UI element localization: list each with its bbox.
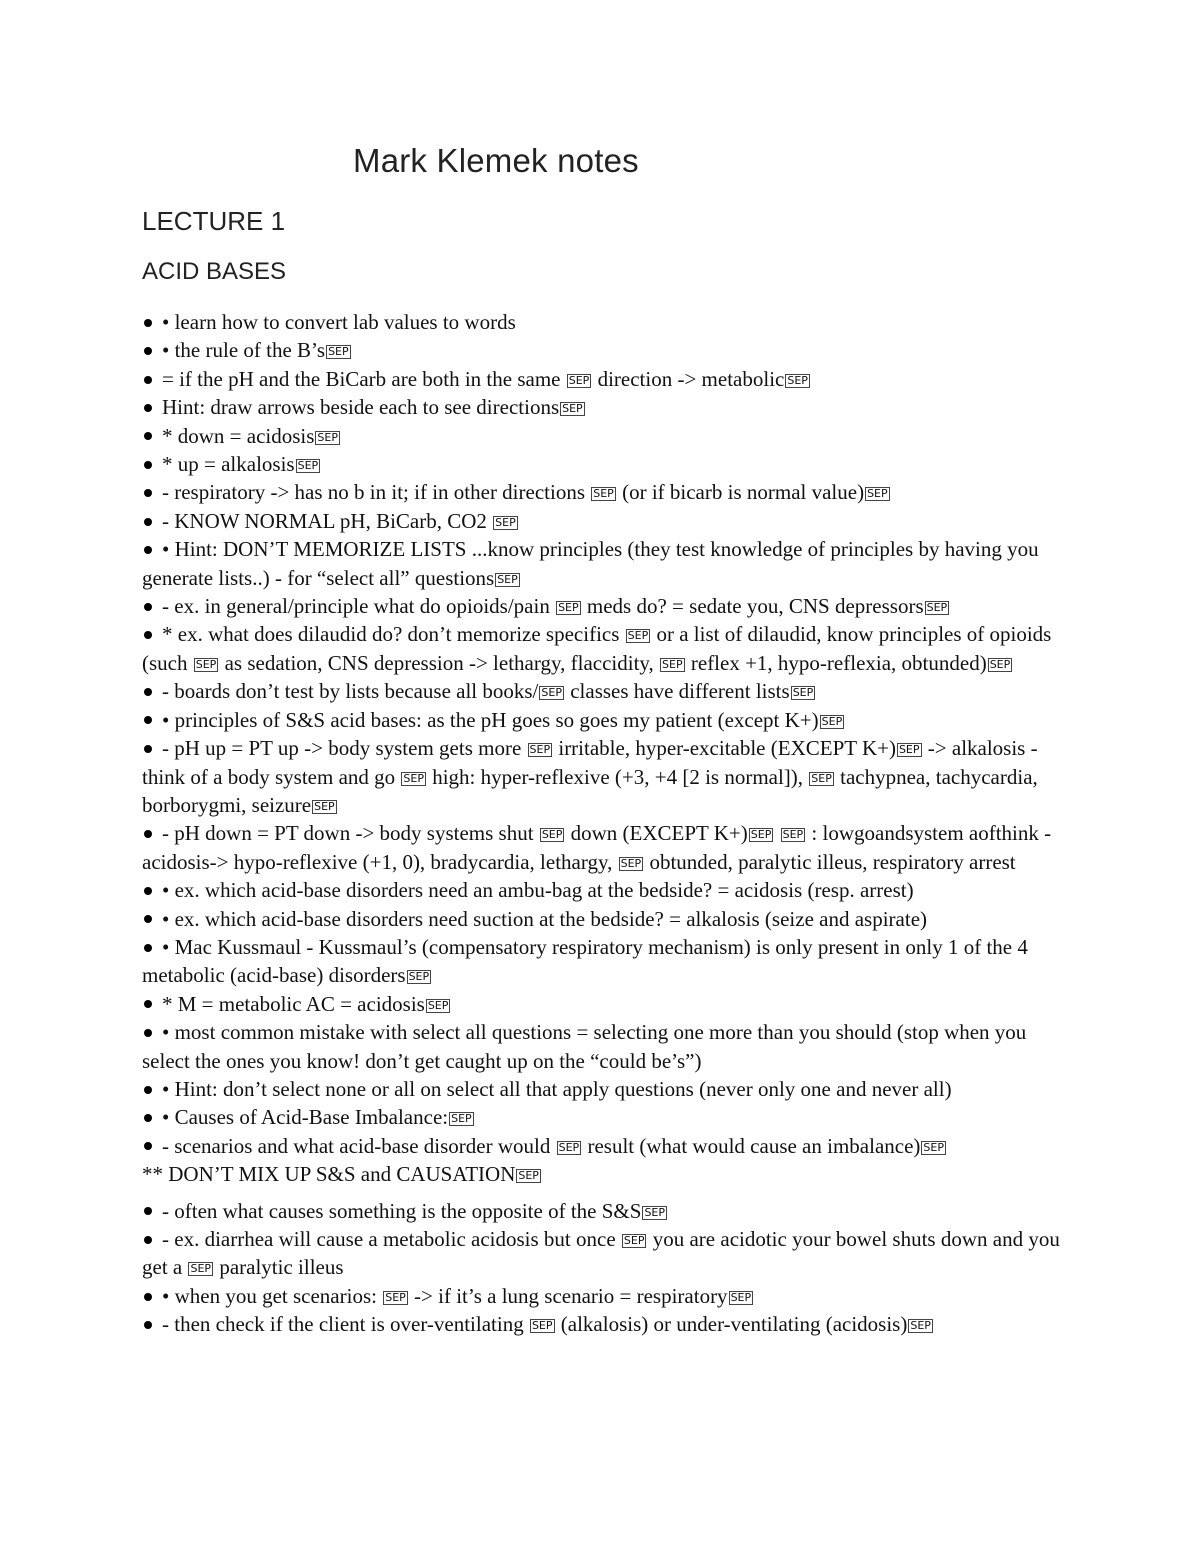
bullet-icon — [144, 404, 152, 412]
separator-glyph-icon: SEP — [898, 743, 920, 757]
note-text: • ex. which acid-base disorders need suction at the bedside? = alkalosis (seize and aspirate) — [162, 906, 928, 931]
note-text: • the rule of the B’s SEP — [162, 338, 349, 363]
document-title: Mark Klemek notes — [353, 142, 639, 179]
bullet-icon — [144, 1000, 152, 1008]
list-item — [142, 478, 1067, 506]
bullet-icon — [144, 1293, 152, 1301]
separator-glyph-icon: SEP — [529, 743, 551, 757]
note-text: - respiratory -> has no b in it; if in other directions SEP (or if bicarb is normal value) SEP — [162, 480, 888, 505]
list-item — [142, 734, 1067, 819]
separator-glyph-icon: SEP — [787, 373, 808, 387]
bullet-icon — [144, 830, 152, 838]
bullet-icon — [144, 518, 152, 526]
note-text: - pH down = PT down -> body systems shut SEP down (EXCEPT K+) SEP SEP : lowgoandsystem aofthink - acidosis-> hypo-reflexive (+1, 0), bradycardia, lethargy, SEP obtunded, paralytic illeus, respiratory arrest — [142, 821, 1052, 874]
list-item — [142, 308, 1067, 336]
note-text: * up = alkalosis SEP — [162, 452, 319, 477]
separator-glyph-icon: SEP — [627, 629, 649, 643]
separator-glyph-icon: SEP — [568, 373, 590, 387]
separator-glyph-icon: SEP — [593, 487, 614, 501]
list-item — [142, 592, 1067, 620]
bullet-icon — [144, 688, 152, 696]
separator-glyph-icon: SEP — [923, 1140, 944, 1154]
note-text: • Hint: DON’T MEMORIZE LISTS ...know principles (they test knowledge of principles by having you generate lists..) - for “select all” questions SEP — [142, 537, 1039, 590]
note-text: Hint: draw arrows beside each to see directions SEP — [162, 395, 583, 420]
bullet-icon — [144, 1029, 152, 1037]
bullet-icon — [144, 716, 152, 724]
bullet-icon — [144, 603, 152, 611]
separator-glyph-icon: SEP — [558, 1140, 580, 1154]
list-item — [142, 507, 1067, 535]
list-item — [142, 990, 1067, 1018]
separator-glyph-icon: SEP — [623, 1234, 645, 1247]
list-item — [142, 1197, 1067, 1225]
list-item — [142, 677, 1067, 705]
separator-glyph-icon: SEP — [910, 1319, 931, 1333]
separator-glyph-icon: SEP — [518, 1169, 539, 1183]
note-text: - ex. in general/principle what do opioids/pain SEP meds do? = sedate you, CNS depressors SEP — [162, 594, 948, 619]
notes-list — [142, 308, 1067, 1339]
bullet-icon — [144, 631, 152, 639]
bullet-icon — [144, 1236, 152, 1244]
separator-glyph-icon: SEP — [730, 1290, 752, 1304]
note-text: - scenarios and what acid-base disorder would SEP result (what would cause an imbalance) SEP — [162, 1133, 944, 1158]
spacer — [142, 1189, 1067, 1197]
note-text: • when you get scenarios: SEP -> if it’s a lung scenario = respiratory SEP — [162, 1283, 752, 1308]
bullet-icon — [144, 915, 152, 923]
note-text: ** DON’T MIX UP S&S and CAUSATION SEP — [142, 1162, 539, 1187]
separator-glyph-icon: SEP — [190, 1262, 212, 1276]
note-text: - then check if the client is over-ventilating SEP (alkalosis) or under-ventilating (acidosis) SEP — [162, 1312, 931, 1337]
separator-glyph-icon: SEP — [811, 771, 832, 785]
note-text: • ex. which acid-base disorders need an ambu-bag at the bedside? = acidosis (resp. arrest) — [162, 878, 914, 903]
section-heading: ACID BASES — [142, 258, 287, 285]
bullet-icon — [144, 376, 152, 384]
separator-glyph-icon: SEP — [562, 402, 583, 416]
list-item — [142, 706, 1067, 734]
bullet-icon — [144, 1321, 152, 1329]
separator-glyph-icon: SEP — [403, 771, 424, 785]
list-item — [142, 1310, 1067, 1338]
list-item — [142, 905, 1067, 933]
separator-glyph-icon: SEP — [620, 856, 642, 870]
bullet-icon — [144, 489, 152, 497]
note-text: - often what causes something is the opposite of the S&S SEP — [162, 1198, 666, 1223]
bullet-icon — [144, 887, 152, 895]
note-text: - boards don’t test by lists because all books/ SEP classes have different lists SEP — [162, 679, 814, 704]
separator-glyph-icon: SEP — [750, 828, 772, 842]
note-text: * down = acidosis SEP — [162, 423, 338, 448]
separator-glyph-icon: SEP — [644, 1205, 666, 1219]
separator-glyph-icon: SEP — [531, 1319, 553, 1333]
separator-glyph-icon: SEP — [792, 686, 814, 700]
separator-glyph-icon: SEP — [662, 657, 683, 671]
list-item — [142, 819, 1067, 876]
list-item — [142, 1132, 1067, 1160]
separator-glyph-icon: SEP — [926, 601, 948, 615]
separator-glyph-icon: SEP — [497, 572, 518, 586]
separator-glyph-icon: SEP — [782, 828, 804, 842]
list-item — [142, 365, 1067, 393]
separator-glyph-icon: SEP — [541, 686, 562, 700]
bullet-icon — [144, 461, 152, 469]
list-item — [142, 422, 1067, 450]
note-text: - pH up = PT up -> body system gets more SEP irritable, hyper-excitable (EXCEPT K+) SEP -> alkalosis - think of a body system and go SEP high: hyper-reflexive (+3, +4 [2 is normal]), SEP tachypnea, tachycardia, borborygmi, seizure SEP — [142, 736, 1038, 817]
separator-glyph-icon: SEP — [558, 601, 579, 615]
list-item — [142, 620, 1067, 677]
list-item — [142, 450, 1067, 478]
bullet-icon — [144, 546, 152, 554]
separator-glyph-icon: SEP — [451, 1112, 472, 1126]
bullet-icon — [144, 1114, 152, 1122]
list-item — [142, 1075, 1067, 1103]
bullet-icon — [144, 347, 152, 355]
separator-glyph-icon: SEP — [328, 345, 349, 359]
bullet-icon — [144, 944, 152, 952]
note-text: * M = metabolic AC = acidosis SEP — [162, 991, 449, 1016]
list-item — [142, 1103, 1067, 1131]
note-text: • Mac Kussmaul - Kussmaul’s (compensatory respiratory mechanism) is only present in only 1 of the 4 metabolic (acid-base) disorders SEP — [142, 934, 1028, 988]
note-text: = if the pH and the BiCarb are both in the same SEP direction -> metabolic SEP — [162, 366, 808, 391]
list-item — [142, 933, 1067, 990]
list-item — [142, 1018, 1067, 1075]
list-item — [142, 393, 1067, 421]
note-text: • learn how to convert lab values to words — [162, 310, 516, 334]
separator-glyph-icon: SEP — [867, 487, 888, 501]
bullet-icon — [144, 1086, 152, 1094]
bullet-icon — [144, 745, 152, 753]
separator-glyph-icon: SEP — [541, 828, 563, 842]
separator-glyph-icon: SEP — [385, 1290, 406, 1304]
list-item — [142, 1225, 1067, 1282]
lecture-heading: LECTURE 1 — [142, 206, 286, 236]
list-item — [142, 876, 1067, 904]
note-text: • Hint: don’t select none or all on select all that apply questions (never only one and never all) — [162, 1076, 952, 1101]
note-text: • Causes of Acid-Base Imbalance: SEP — [162, 1105, 472, 1130]
separator-glyph-icon: SEP — [427, 998, 449, 1012]
separator-glyph-icon: SEP — [195, 657, 217, 671]
bullet-icon — [144, 319, 152, 327]
separator-glyph-icon: SEP — [989, 657, 1011, 671]
list-item — [142, 1282, 1067, 1310]
note-text: - ex. diarrhea will cause a metabolic acidosis but once SEP you are acidotic your bowel shuts down and you get a SEP paralytic illeus — [142, 1227, 1060, 1280]
separator-glyph-icon: SEP — [317, 430, 338, 444]
note-text: * ex. what does dilaudid do? don’t memorize specifics SEP or a list of dilaudid, know principles of opioids (such SEP as sedation, CNS depression -> lethargy, flaccidity, SEP reflex +1, hypo-reflexia, obtunded) SEP — [142, 622, 1052, 675]
bullet-icon — [144, 1207, 152, 1215]
list-item — [142, 535, 1067, 592]
list-item — [142, 336, 1067, 364]
separator-glyph-icon: SEP — [821, 714, 843, 728]
separator-glyph-icon: SEP — [314, 799, 335, 813]
bullet-icon — [144, 432, 152, 440]
note-line — [142, 1160, 1067, 1188]
separator-glyph-icon: SEP — [297, 459, 319, 473]
note-text: • principles of S&S acid bases: as the pH goes so goes my patient (except K+) SEP — [162, 707, 843, 732]
note-text: - KNOW NORMAL pH, BiCarb, CO2 SEP — [162, 508, 516, 533]
separator-glyph-icon: SEP — [408, 970, 430, 984]
note-text: • most common mistake with select all questions = selecting one more than you should (stop when you select the ones you know! don’t get caught up on the “could be’s”) — [142, 1020, 1027, 1073]
bullet-icon — [144, 1142, 152, 1150]
separator-glyph-icon: SEP — [495, 515, 516, 529]
